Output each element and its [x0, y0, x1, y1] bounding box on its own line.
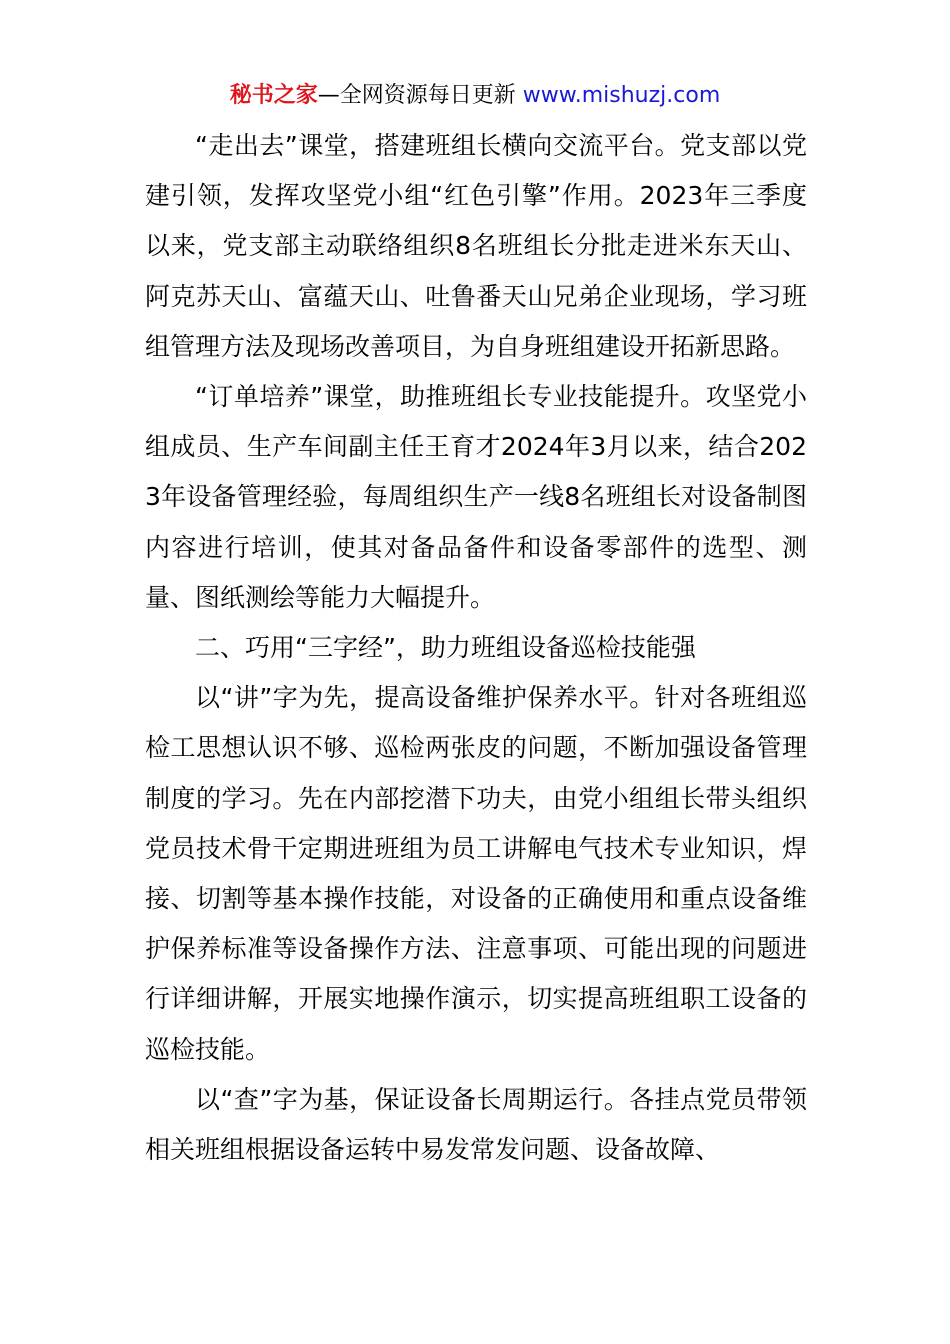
header-site-link[interactable]: www.mishuzj.com: [522, 83, 721, 108]
paragraph-explain: 以“讲”字为先，提高设备维护保养水平。针对各班组巡检工思想认识不够、巡检两张皮的问题，不断加强设备管理制度的学习。先在内部挖潜下功夫，由党小组组长带头组织党员技术骨干定期进班组为员工讲解电气技术专业知识，焊接、切割等基本操作技能，对设备的正确使用和重点设备维护保养标准等设备操作方法、注意事项、可能出现的问题进行详细讲解，开展实地操作演示，切实提高班组职工设备的巡检技能。: [145, 683, 807, 1064]
header-tagline: —全网资源每日更新: [317, 83, 523, 108]
section-heading-two: 二、巧用“三字经”，助力班组设备巡检技能强: [195, 633, 696, 663]
document-body: [145, 121, 807, 1175]
header-brand: 秘书之家: [229, 83, 318, 108]
paragraph-go-out-classroom: “走出去”课堂，搭建班组长横向交流平台。党支部以党建引领，发挥攻坚党小组“红色引擎”作用。2023年三季度以来，党支部主动联络组织8名班组长分批走进米东天山、阿克苏天山、富蕴天山、吐鲁番天山兄弟企业现场，学习班组管理方法及现场改善项目，为自身班组建设开拓新思路。: [145, 131, 807, 361]
paragraph-order-training: “订单培养”课堂，助推班组长专业技能提升。攻坚党小组成员、生产车间副主任王育才2024年3月以来，结合2023年设备管理经验，每周组织生产一线8名班组长对设备制图内容进行培训，使其对备品备件和设备零部件的选型、测量、图纸测绘等能力大幅提升。: [145, 382, 807, 612]
paragraph-inspect: 以“查”字为基，保证设备长周期运行。各挂点党员带领相关班组根据设备运转中易发常发问题、设备故障、: [145, 1084, 807, 1165]
page-header: [0, 80, 950, 112]
